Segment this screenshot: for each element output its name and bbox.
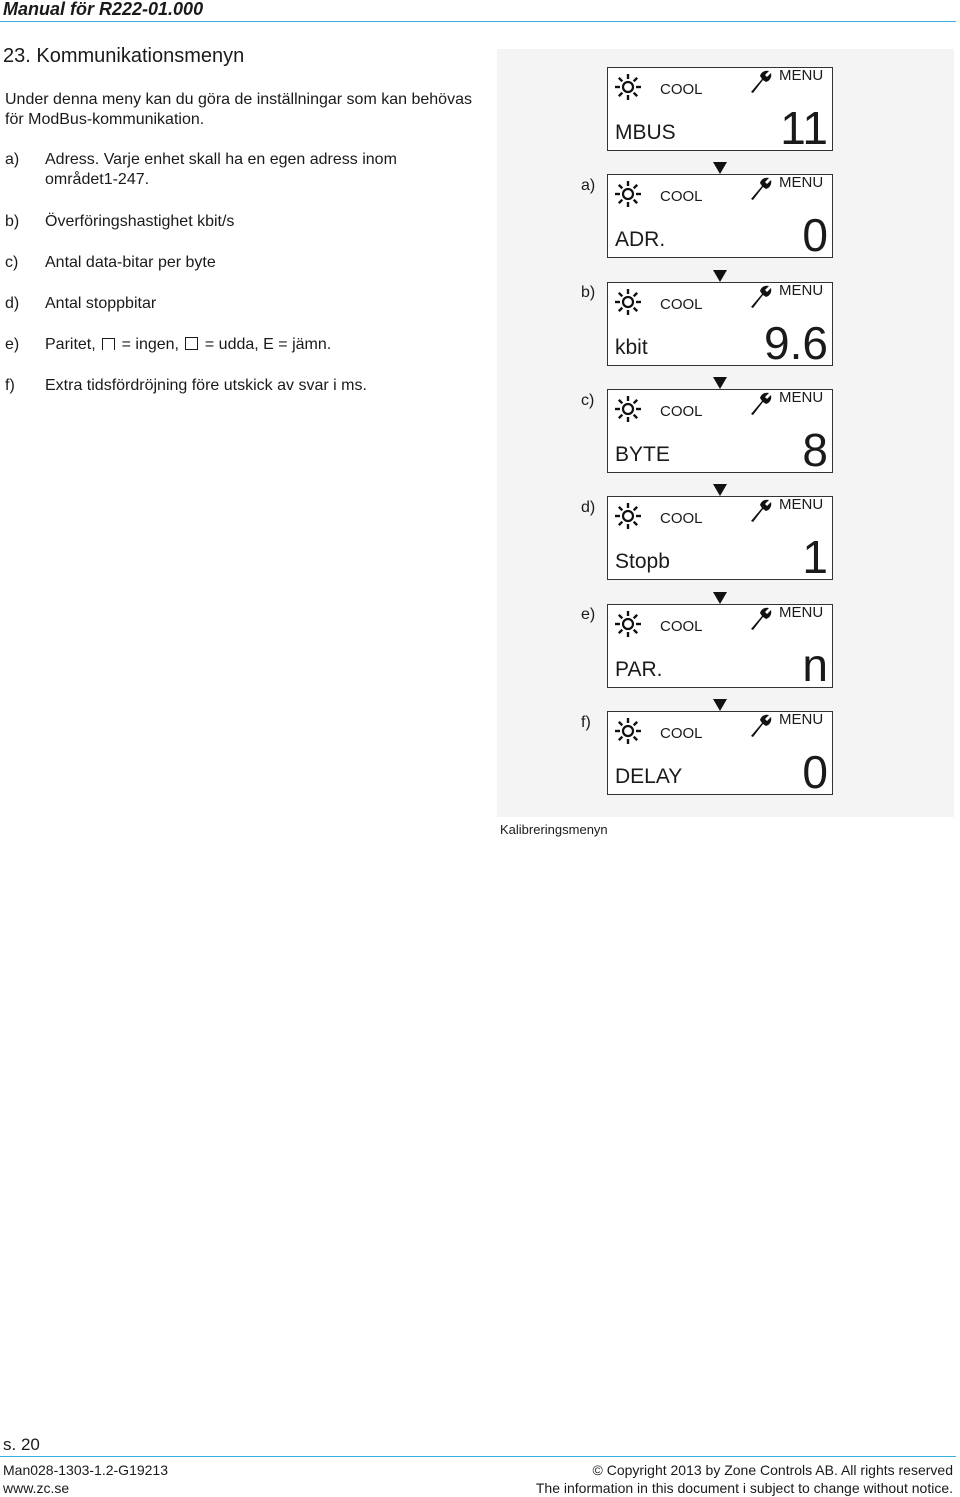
- parity-odd-glyph-icon: [185, 337, 198, 350]
- sun-icon: [614, 395, 642, 423]
- item-text: Överföringshastighet kbit/s: [45, 213, 235, 230]
- wrench-icon: [748, 390, 774, 416]
- parameter-name: kbit: [615, 335, 648, 359]
- panel-caption: Kalibreringsmenyn: [500, 822, 608, 837]
- sun-icon: [614, 502, 642, 530]
- menu-label: MENU: [779, 388, 824, 406]
- lcd-screen: [607, 281, 833, 369]
- item-text: [45, 335, 465, 355]
- step-label: c): [581, 391, 595, 409]
- item-label: f): [5, 377, 15, 394]
- item-text: Antal data-bitar per byte: [45, 254, 216, 271]
- item-label: e): [5, 336, 20, 353]
- item-label: d): [5, 295, 20, 312]
- menu-label: MENU: [779, 281, 824, 299]
- wrench-icon: [748, 283, 774, 309]
- sun-icon: [614, 288, 642, 316]
- parameter-value: n: [802, 638, 828, 691]
- parameter-name: PAR.: [615, 657, 663, 681]
- step-label: f): [581, 713, 591, 731]
- step-label: a): [581, 177, 596, 194]
- wrench-icon: [748, 68, 774, 94]
- wrench-icon: [748, 497, 774, 523]
- parity-none-glyph-icon: [102, 338, 115, 350]
- parameter-name: Stopb: [615, 550, 670, 574]
- wrench-icon: [748, 712, 774, 738]
- parameter-name: ADR.: [615, 228, 666, 252]
- menu-label: MENU: [779, 67, 824, 84]
- section-title: 23. Kommunikationsmenyn: [3, 45, 245, 67]
- step-label: b): [581, 284, 596, 302]
- footer-rule: [0, 1456, 956, 1457]
- mode-label: COOL: [660, 510, 703, 528]
- manual-title: Manual för R222-01.000: [3, 0, 204, 19]
- item-text: Adress. Varje enhet skall ha en egen adress inom området1-247.: [45, 151, 397, 188]
- parameter-value: 8: [802, 423, 828, 476]
- step-label: e): [581, 606, 596, 624]
- lcd-screen: [607, 67, 833, 154]
- mode-label: COOL: [660, 724, 703, 742]
- parity-text-after: = udda, E = jämn.: [204, 336, 332, 353]
- sun-icon: [614, 180, 642, 208]
- menu-label: MENU: [779, 496, 824, 514]
- item-label: a): [5, 151, 20, 168]
- menu-label: MENU: [779, 710, 824, 728]
- parity-text-mid: = ingen,: [121, 336, 179, 353]
- notice: The information in this document i subject to change without notice.: [535, 1480, 953, 1496]
- lcd-screen: [607, 174, 833, 262]
- sun-icon: [614, 73, 642, 101]
- mode-label: COOL: [660, 188, 703, 206]
- down-triangle-icon: [713, 484, 727, 496]
- doc-id: Man028-1303-1.2-G19213: [3, 1462, 169, 1478]
- down-triangle-icon: [713, 592, 727, 604]
- parameter-value: 0: [802, 209, 828, 262]
- item-label: c): [5, 254, 19, 271]
- sun-icon: [614, 610, 642, 638]
- page-number: s. 20: [3, 1435, 40, 1454]
- lcd-screen: [607, 388, 833, 476]
- parameter-value: 1: [802, 531, 828, 584]
- item-text: Extra tidsfördröjning före utskick av svar i ms.: [45, 377, 367, 394]
- lcd-screen: [607, 603, 833, 691]
- website: www.zc.se: [3, 1480, 70, 1496]
- wrench-icon: [748, 605, 774, 631]
- item-label: b): [5, 213, 20, 230]
- mode-label: COOL: [660, 402, 703, 420]
- menu-label: MENU: [779, 174, 824, 192]
- copyright: © Copyright 2013 by Zone Controls AB. All rights reserved: [592, 1462, 953, 1478]
- mode-label: COOL: [660, 617, 703, 635]
- parameter-value: 9.6: [764, 316, 828, 369]
- parameter-value: 0: [802, 745, 828, 798]
- down-triangle-icon: [713, 699, 727, 711]
- sun-icon: [614, 717, 642, 745]
- mode-label: COOL: [660, 295, 703, 313]
- lcd-screen: [607, 710, 833, 798]
- down-triangle-icon: [713, 270, 727, 282]
- section-intro: Under denna meny kan du göra de inställningar som kan behövas för ModBus-kommunikation.: [5, 91, 472, 128]
- lcd-screen: [607, 496, 833, 584]
- down-triangle-icon: [713, 162, 727, 174]
- header-rule: [0, 21, 956, 22]
- parity-text-before: Paritet,: [45, 336, 96, 353]
- mode-label: COOL: [660, 81, 703, 98]
- menu-label: MENU: [779, 603, 824, 621]
- item-text: Antal stoppbitar: [45, 295, 157, 312]
- step-label: d): [581, 498, 596, 516]
- wrench-icon: [748, 175, 774, 201]
- parameter-name: MBUS: [615, 121, 676, 144]
- down-triangle-icon: [713, 377, 727, 389]
- parameter-value: 11: [780, 102, 828, 154]
- parameter-name: DELAY: [615, 764, 683, 788]
- parameter-name: BYTE: [615, 442, 670, 466]
